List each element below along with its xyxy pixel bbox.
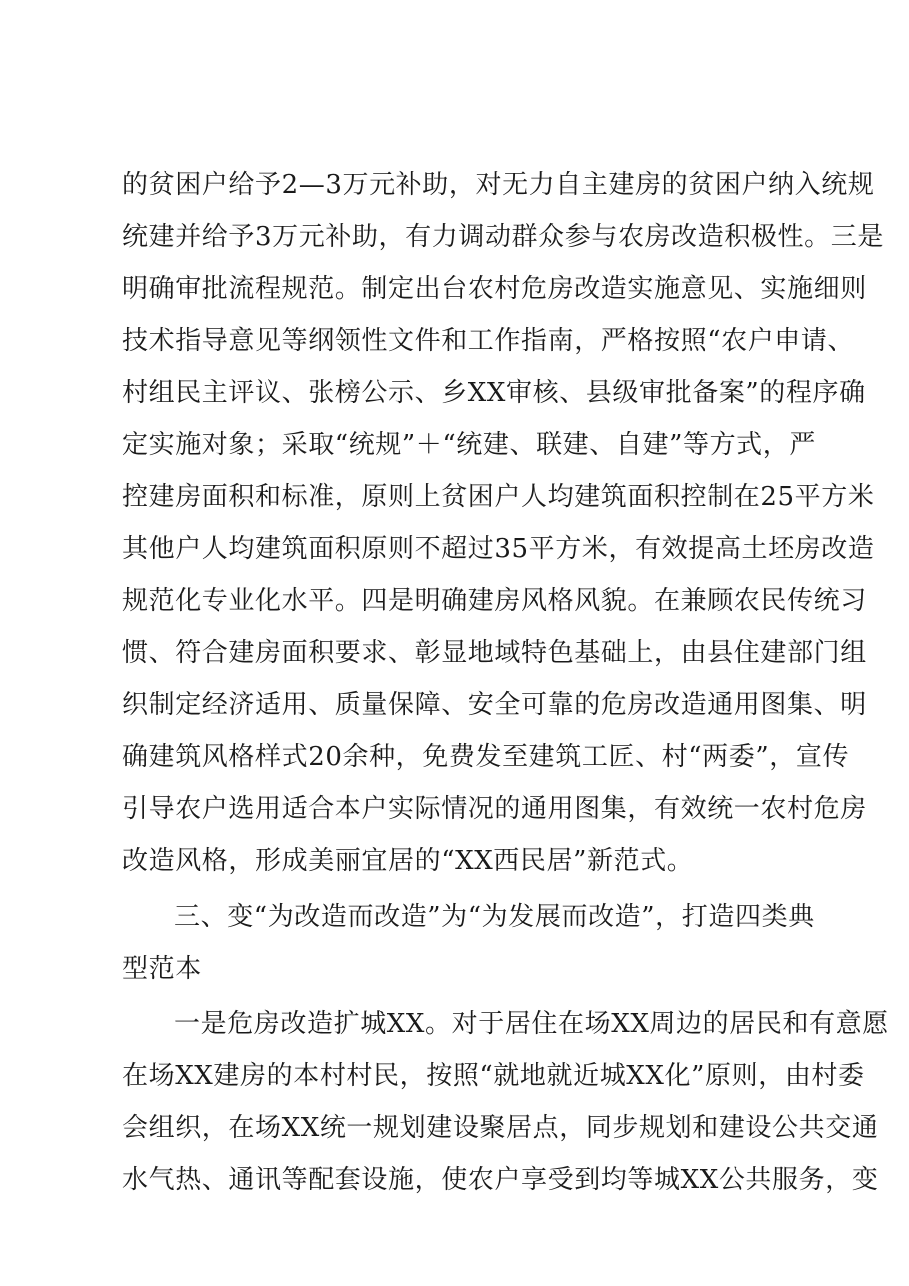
text-line: 技术指导意见等纲领性文件和工作指南，严格按照“农户申请、 <box>122 326 855 356</box>
section-heading-line: 型范本 <box>122 954 202 984</box>
text-line: 一是危房改造扩城XX。对于居住在场XX周边的居民和有意愿 <box>174 1009 889 1039</box>
text-line: 织制定经济适用、质量保障、安全可靠的危房改造通用图集、明 <box>122 690 867 720</box>
text-line: 在场XX建房的本村村民，按照“就地就近城XX化”原则，由村委 <box>122 1061 865 1091</box>
text-line: 控建房面积和标准，原则上贫困户人均建筑面积控制在25平方米 <box>122 482 875 512</box>
text-line: 其他户人均建筑面积原则不超过35平方米，有效提高土坯房改造 <box>122 534 875 564</box>
text-line: 水气热、通讯等配套设施，使农户享受到均等城XX公共服务，变 <box>122 1165 879 1195</box>
text-line: 改造风格，形成美丽宜居的“XX西民居”新范式。 <box>122 846 694 876</box>
text-line: 引导农户选用适合本户实际情况的通用图集，有效统一农村危房 <box>122 794 867 824</box>
text-line: 惯、符合建房面积要求、彰显地域特色基础上，由县住建部门组 <box>122 638 867 668</box>
text-line: 会组织，在场XX统一规划建设聚居点，同步规划和建设公共交通 <box>122 1113 879 1143</box>
text-line: 规范化专业化水平。四是明确建房风格风貌。在兼顾农民传统习 <box>122 586 867 616</box>
text-line: 定实施对象；采取“统规”＋“统建、联建、自建”等方式，严 <box>122 430 816 460</box>
text-line: 确建筑风格样式20余种，免费发至建筑工匠、村“两委”，宣传 <box>122 742 850 772</box>
text-line: 的贫困户给予2—3万元补助，对无力自主建房的贫困户纳入统规 <box>122 170 875 200</box>
text-line: 统建并给予3万元补助，有力调动群众参与农房改造积极性。三是 <box>122 222 884 252</box>
section-heading-line: 三、变“为改造而改造”为“为发展而改造”，打造四类典 <box>174 902 815 932</box>
text-line: 明确审批流程规范。制定出台农村危房改造实施意见、实施细则 <box>122 274 867 304</box>
text-line: 村组民主评议、张榜公示、乡XX审核、县级审批备案”的程序确 <box>122 378 866 408</box>
